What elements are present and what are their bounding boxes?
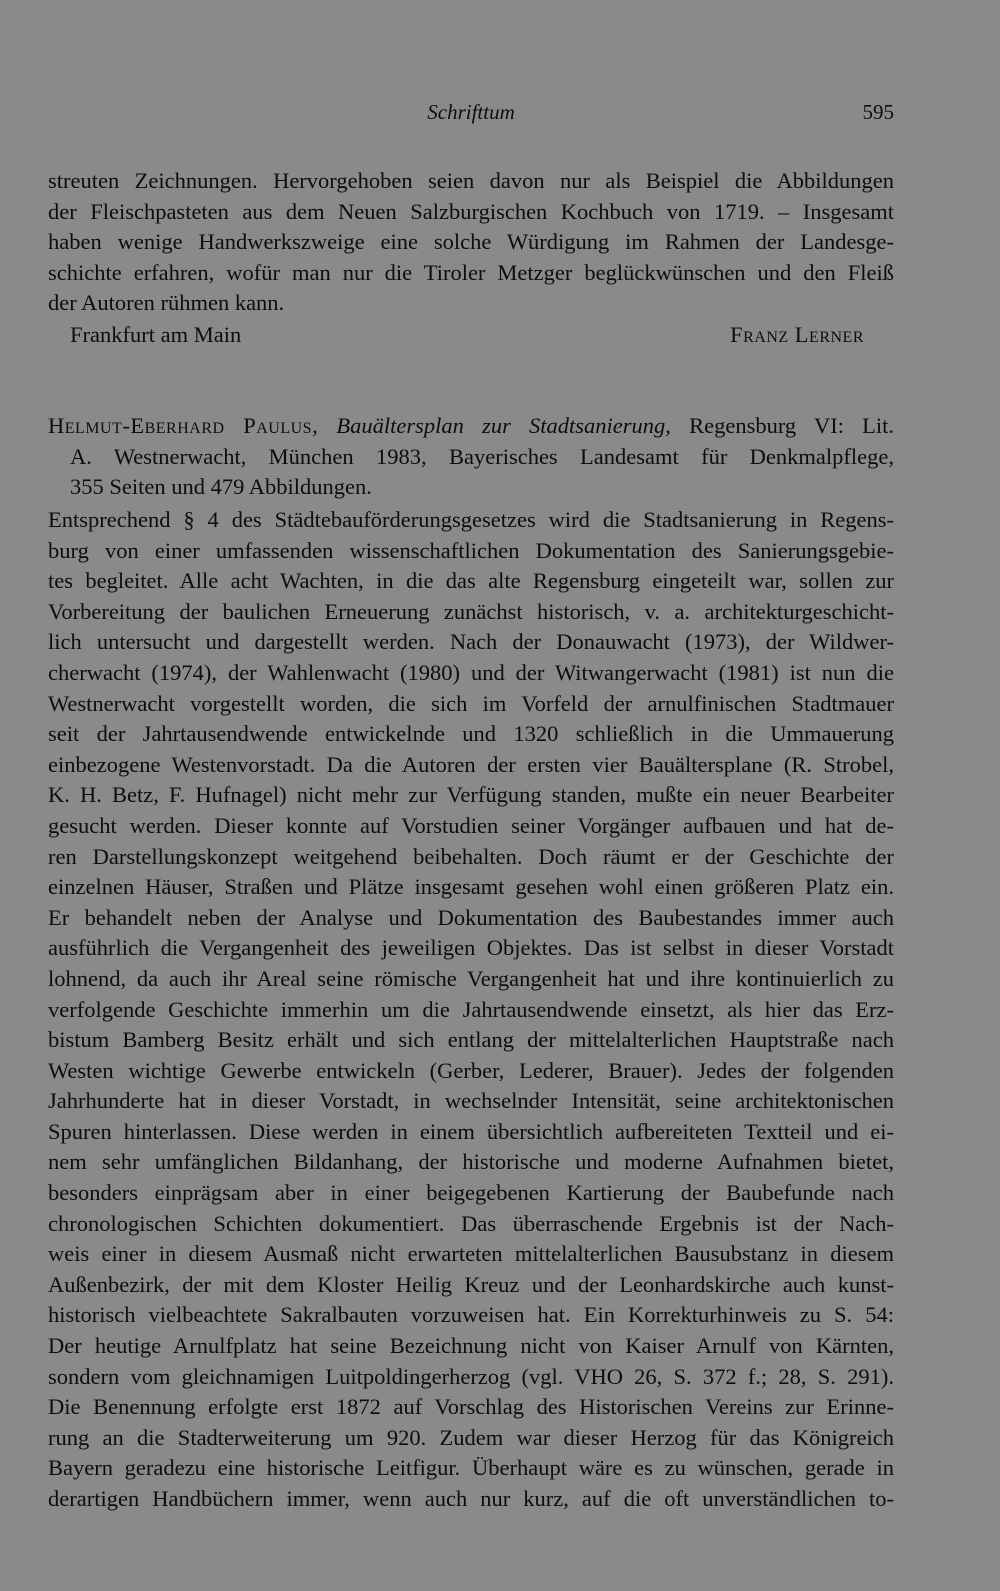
text-line: weis einer in diesem Ausmaß nicht erwarteten mittelalterlichen Bausubstanz in diesem [48,1241,894,1267]
text-line: streuten Zeichnungen. Hervorgehoben seien davon nur als Beispiel die Abbildungen [48,168,894,193]
text-line: Außenbezirk, der mit dem Kloster Heilig Kreuz und der Leonhardskirche auch kunst- [48,1271,894,1297]
review2-citation [48,411,894,503]
text-line: Er behandelt neben der Analyse und Dokumentation des Baubestandes immer auch [48,904,894,930]
text-line: burg von einer umfassenden wissenschaftlichen Dokumentation des Sanierungsgebie- [48,537,894,563]
text-line: gesucht werden. Dieser konnte auf Vorstudien seiner Vorgänger aufbauen und hat de- [48,812,894,838]
running-title: Schrifttum [427,100,515,124]
text-line: Entsprechend § 4 des Städtebauförderungsgesetzes wird die Stadtsanierung in Regens- [48,507,894,532]
text-line: cherwacht (1974), der Wahlenwacht (1980) und der Witwangerwacht (1981) ist nun die [48,659,894,685]
text-line: derartigen Handbüchern immer, wenn auch nur kurz, auf die oft unverständlichen to- [48,1486,894,1511]
text-line: lich untersucht und dargestellt werden. Nach der Donauwacht (1973), der Wildwer- [48,629,894,655]
review1-text [48,166,894,319]
text-line: Die Benennung erfolgte erst 1872 auf Vorschlag des Historischen Vereins zur Erinne- [48,1394,894,1420]
text-line: Jahrhunderte hat in dieser Vorstadt, in wechselnder Intensität, seine architektonischen [48,1088,894,1114]
text-line: Bayern geradezu eine historische Leitfigur. Überhaupt wäre es zu wünschen, gerade in [48,1455,894,1481]
running-header [48,100,894,134]
text-line: historisch vielbeachtete Sakralbauten vorzuweisen hat. Ein Korrekturhinweis zu S. 54: [48,1302,894,1328]
text-line: Spuren hinterlassen. Diese werden in einem übersichtlich aufbereiteten Textteil und ei- [48,1118,894,1144]
reviewer-name: Franz Lerner [730,322,864,347]
page-number: 595 [862,100,894,124]
text-line: seit der Jahrtausendwende entwickelnde und 1320 schließlich in die Ummauerung [48,721,894,747]
cited-series: Regensburg VI: Lit. [689,413,894,438]
citation-line [48,411,894,442]
text-line: ausführlich die Vergangenheit des jeweiligen Objektes. Das ist selbst in dieser Vorstadt [48,935,894,961]
text-line: tes begleitet. Alle acht Wachten, in die das alte Regensburg eingeteilt war, sollen zur [48,568,894,594]
text-line: bistum Bamberg Besitz erhält und sich entlang der mittelalterlichen Hauptstraße nach [48,1027,894,1053]
text-line: einzelnen Häuser, Straßen und Plätze insgesamt gesehen wohl einen größeren Platz ein. [48,874,894,900]
review2-text [48,505,894,1515]
cited-title: Bauältersplan zur Stadtsanierung, [336,413,671,438]
text-line: besonders einprägsam aber in einer beigegebenen Kartierung der Baubefunde nach [48,1180,894,1206]
text-line: lohnend, da auch ihr Areal seine römische Vergangenheit hat und ihre kontinuierlich zu [48,965,894,991]
text-line: der Autoren rühmen kann. [48,290,285,316]
text-line: nem sehr umfänglichen Bildanhang, der historische und moderne Aufnahmen bietet, [48,1149,894,1175]
text-line: Der heutige Arnulfplatz hat seine Bezeichnung nicht von Kaiser Arnulf von Kärnten, [48,1333,894,1359]
text-line: K. H. Betz, F. Hufnagel) nicht mehr zur Verfügung standen, mußte ein neuer Bearbeiter [48,782,894,808]
citation-line: A. Westnerwacht, München 1983, Bayerisches Landesamt für Denkmalpflege, [70,443,894,469]
text-line: verfolgende Geschichte immerhin um die Jahrtausendwende einsetzt, als hier das Erz- [48,996,894,1022]
text-line: ren Darstellungskonzept weitgehend beibehalten. Doch räumt er der Geschichte der [48,843,894,869]
text-line: sondern vom gleichnamigen Luitpoldingerherzog (vgl. VHO 26, S. 372 f.; 28, S. 291). [48,1363,894,1389]
cited-author: Helmut-Eberhard Paulus, [48,413,319,438]
text-line: rung an die Stadterweiterung um 920. Zudem war dieser Herzog für das Königreich [48,1424,894,1450]
text-line: chronologischen Schichten dokumentiert. Das überraschende Ergebnis ist der Nach- [48,1210,894,1236]
text-line: schichte erfahren, wofür man nur die Tiroler Metzger beglückwünschen und den Fleiß [48,259,894,285]
text-line: einbezogene Westenvorstadt. Da die Autoren der ersten vier Bauältersplane (R. Strobel, [48,751,894,777]
text-line: Vorbereitung der baulichen Erneuerung zunächst historisch, v. a. architekturgeschicht- [48,598,894,624]
text-line: der Fleischpasteten aus dem Neuen Salzburgischen Kochbuch von 1719. – Insgesamt [48,198,894,224]
review-place: Frankfurt am Main [70,322,242,347]
text-line: haben wenige Handwerkszweige eine solche Würdigung im Rahmen der Landesge- [48,229,894,255]
text-line: Westnerwacht vorgestellt worden, die sich im Vorfeld der arnulfinischen Stadtmauer [48,690,894,716]
text-line: Westen wichtige Gewerbe entwickeln (Gerber, Lederer, Brauer). Jedes der folgenden [48,1057,894,1083]
citation-line: 355 Seiten und 479 Abbildungen. [70,474,372,500]
